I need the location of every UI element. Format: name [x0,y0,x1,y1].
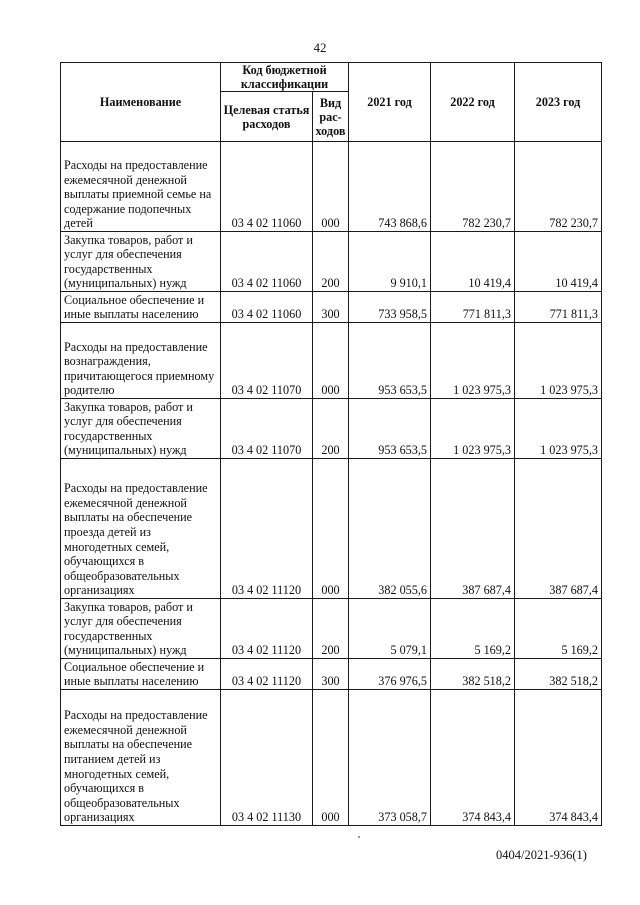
table-row [61,292,602,323]
row-2021: 743 868,6 [349,142,431,232]
row-expense-type: 200 [313,399,349,459]
row-2023: 771 811,3 [515,292,602,323]
table-row [61,659,602,690]
scan-speck [358,836,360,838]
row-2021: 5 079,1 [349,599,431,659]
row-2021: 953 653,5 [349,399,431,459]
table-row [61,232,602,292]
row-name: Расходы на предоставление ежемесячной денежной выплаты приемной семье на содержание подопечных детей [61,142,221,232]
row-2021: 953 653,5 [349,323,431,399]
row-2022: 1 023 975,3 [431,399,515,459]
row-2023: 782 230,7 [515,142,602,232]
column-header-2022: 2022 год [431,63,515,142]
column-header-target-article: Целевая статья расходов [221,92,313,142]
row-name: Социальное обеспечение и иные выплаты населению [61,292,221,323]
row-expense-type: 000 [313,323,349,399]
row-2022: 387 687,4 [431,459,515,599]
row-2021: 376 976,5 [349,659,431,690]
row-target-article: 03 4 02 11120 [221,659,313,690]
row-target-article: 03 4 02 11060 [221,292,313,323]
row-expense-type: 000 [313,459,349,599]
column-header-2023: 2023 год [515,63,602,142]
column-header-expense-type: Вид рас-ходов [313,92,349,142]
row-target-article: 03 4 02 11130 [221,690,313,826]
table-row [61,459,602,599]
row-target-article: 03 4 02 11070 [221,399,313,459]
row-2023: 374 843,4 [515,690,602,826]
row-2021: 382 055,6 [349,459,431,599]
row-name: Расходы на предоставление вознаграждения, причитающегося приемному родителю [61,323,221,399]
row-2022: 5 169,2 [431,599,515,659]
row-2023: 5 169,2 [515,599,602,659]
row-2022: 1 023 975,3 [431,323,515,399]
row-expense-type: 000 [313,142,349,232]
row-2023: 10 419,4 [515,232,602,292]
row-expense-type: 200 [313,232,349,292]
row-2021: 9 910,1 [349,232,431,292]
table-row [61,690,602,826]
row-2022: 771 811,3 [431,292,515,323]
row-target-article: 03 4 02 11060 [221,232,313,292]
table-row [61,399,602,459]
column-header-kbk: Код бюджетной классификации [221,63,349,92]
row-2022: 10 419,4 [431,232,515,292]
row-2021: 373 058,7 [349,690,431,826]
row-name: Закупка товаров, работ и услуг для обеспечения государственных (муниципальных) нужд [61,599,221,659]
row-name: Социальное обеспечение и иные выплаты населению [61,659,221,690]
table-row [61,323,602,399]
row-2021: 733 958,5 [349,292,431,323]
row-2022: 374 843,4 [431,690,515,826]
row-2022: 382 518,2 [431,659,515,690]
row-target-article: 03 4 02 11070 [221,323,313,399]
column-header-2021: 2021 год [349,63,431,142]
row-expense-type: 000 [313,690,349,826]
row-name: Расходы на предоставление ежемесячной денежной выплаты на обеспечение проезда детей из многодетных семей, обучающихся в общеобразовательных организациях [61,459,221,599]
row-expense-type: 200 [313,599,349,659]
row-2022: 782 230,7 [431,142,515,232]
row-target-article: 03 4 02 11060 [221,142,313,232]
page-number: 42 [313,40,327,55]
row-2023: 387 687,4 [515,459,602,599]
table-row [61,142,602,232]
row-2023: 1 023 975,3 [515,399,602,459]
row-target-article: 03 4 02 11120 [221,459,313,599]
document-code: 0404/2021-936(1) [496,848,587,862]
row-name: Закупка товаров, работ и услуг для обеспечения государственных (муниципальных) нужд [61,399,221,459]
budget-table [60,62,602,826]
table-row [61,599,602,659]
row-target-article: 03 4 02 11120 [221,599,313,659]
row-expense-type: 300 [313,292,349,323]
row-name: Расходы на предоставление ежемесячной денежной выплаты на обеспечение питанием детей из многодетных семей, обучающихся в общеобразовательных организациях [61,690,221,826]
column-header-name: Наименование [61,63,221,142]
row-name: Закупка товаров, работ и услуг для обеспечения государственных (муниципальных) нужд [61,232,221,292]
row-2023: 1 023 975,3 [515,323,602,399]
row-2023: 382 518,2 [515,659,602,690]
row-expense-type: 300 [313,659,349,690]
